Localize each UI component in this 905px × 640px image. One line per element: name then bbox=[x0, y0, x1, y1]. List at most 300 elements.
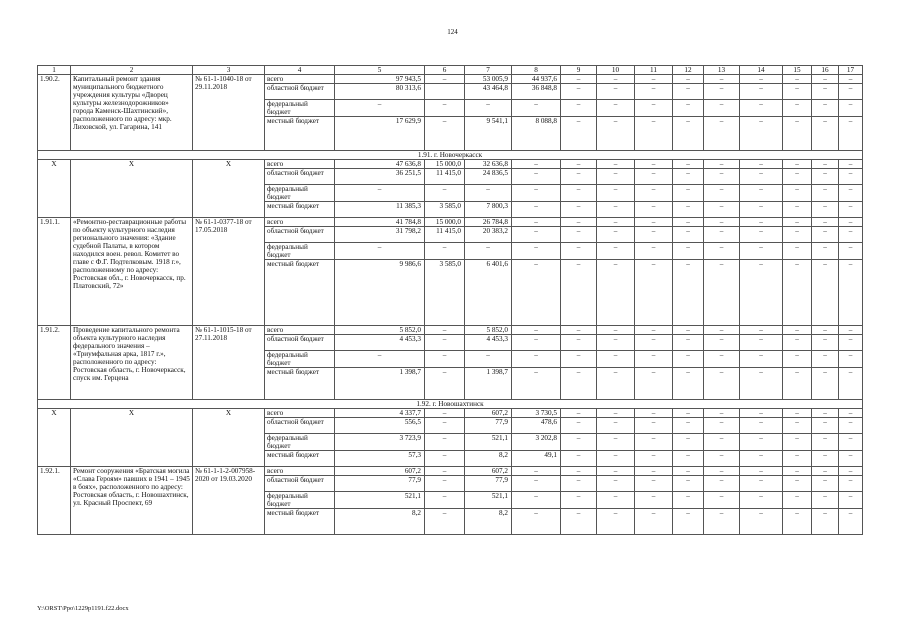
x-mark-name: Х bbox=[71, 409, 193, 467]
empty-year-cell: – bbox=[561, 202, 597, 218]
amount-cell: – bbox=[425, 434, 465, 451]
amount-cell: 9 986,6 bbox=[335, 260, 425, 326]
table-row bbox=[38, 218, 863, 227]
empty-year-cell: – bbox=[839, 335, 863, 351]
empty-year-cell: – bbox=[704, 326, 740, 335]
amount-cell: – bbox=[512, 243, 561, 260]
empty-year-cell: – bbox=[561, 160, 597, 169]
amount-cell: 80 313,6 bbox=[335, 84, 425, 100]
empty-year-cell: – bbox=[704, 492, 740, 509]
fund-source: федеральный бюджет bbox=[265, 351, 335, 368]
empty-year-cell: – bbox=[783, 326, 812, 335]
amount-cell: – bbox=[465, 243, 512, 260]
amount-cell: 24 836,5 bbox=[465, 169, 512, 185]
empty-year-cell: – bbox=[812, 260, 839, 326]
x-mark-num: Х bbox=[38, 160, 71, 218]
amount-cell: 478,6 bbox=[512, 418, 561, 434]
empty-year-cell: – bbox=[597, 451, 635, 467]
amount-cell: 77,9 bbox=[465, 418, 512, 434]
amount-cell: – bbox=[335, 185, 425, 202]
empty-year-cell: – bbox=[812, 227, 839, 243]
amount-cell: – bbox=[425, 509, 465, 535]
empty-year-cell: – bbox=[740, 409, 783, 418]
empty-year-cell: – bbox=[561, 335, 597, 351]
empty-year-cell: – bbox=[704, 185, 740, 202]
empty-year-cell: – bbox=[635, 169, 673, 185]
expertise-document: № 61-1-1040-18 от 29.11.2018 bbox=[193, 75, 265, 151]
empty-year-cell: – bbox=[704, 476, 740, 492]
empty-year-cell: – bbox=[812, 326, 839, 335]
fund-source: местный бюджет bbox=[265, 451, 335, 467]
empty-year-cell: – bbox=[783, 185, 812, 202]
empty-year-cell: – bbox=[597, 169, 635, 185]
empty-year-cell: – bbox=[597, 75, 635, 84]
empty-year-cell: – bbox=[597, 409, 635, 418]
amount-cell: – bbox=[465, 351, 512, 368]
empty-year-cell: – bbox=[740, 509, 783, 535]
empty-year-cell: – bbox=[597, 351, 635, 368]
empty-year-cell: – bbox=[704, 75, 740, 84]
empty-year-cell: – bbox=[704, 418, 740, 434]
empty-year-cell: – bbox=[561, 467, 597, 476]
empty-year-cell: – bbox=[635, 84, 673, 100]
empty-year-cell: – bbox=[839, 202, 863, 218]
amount-cell: 77,9 bbox=[335, 476, 425, 492]
column-header-3: 3 bbox=[193, 66, 265, 75]
amount-cell: – bbox=[512, 476, 561, 492]
fund-source: всего bbox=[265, 326, 335, 335]
amount-cell: – bbox=[335, 100, 425, 117]
empty-year-cell: – bbox=[812, 185, 839, 202]
empty-year-cell: – bbox=[740, 418, 783, 434]
x-mark-doc: Х bbox=[193, 409, 265, 467]
empty-year-cell: – bbox=[839, 476, 863, 492]
empty-year-cell: – bbox=[839, 100, 863, 117]
empty-year-cell: – bbox=[635, 492, 673, 509]
empty-year-cell: – bbox=[561, 326, 597, 335]
empty-year-cell: – bbox=[635, 117, 673, 151]
empty-year-cell: – bbox=[839, 243, 863, 260]
section-title: 1.92. г. Новошахтинск bbox=[38, 400, 863, 409]
item-number: 1.91.2. bbox=[38, 326, 71, 400]
amount-cell: 6 401,6 bbox=[465, 260, 512, 326]
column-header-8: 8 bbox=[512, 66, 561, 75]
empty-year-cell: – bbox=[561, 185, 597, 202]
amount-cell: – bbox=[425, 243, 465, 260]
empty-year-cell: – bbox=[561, 476, 597, 492]
empty-year-cell: – bbox=[561, 243, 597, 260]
empty-year-cell: – bbox=[740, 368, 783, 400]
amount-cell: 32 636,8 bbox=[465, 160, 512, 169]
amount-cell: 15 000,0 bbox=[425, 218, 465, 227]
table-row bbox=[38, 467, 863, 476]
empty-year-cell: – bbox=[839, 185, 863, 202]
empty-year-cell: – bbox=[740, 476, 783, 492]
column-header-12: 12 bbox=[673, 66, 704, 75]
empty-year-cell: – bbox=[635, 160, 673, 169]
amount-cell: 521,1 bbox=[335, 492, 425, 509]
empty-year-cell: – bbox=[740, 117, 783, 151]
section-row bbox=[38, 400, 863, 409]
expertise-document: № 61-1-1015-18 от 27.11.2018 bbox=[193, 326, 265, 400]
empty-year-cell: – bbox=[673, 218, 704, 227]
fund-source: федеральный бюджет bbox=[265, 492, 335, 509]
fund-source: местный бюджет bbox=[265, 202, 335, 218]
amount-cell: 1 398,7 bbox=[465, 368, 512, 400]
empty-year-cell: – bbox=[561, 84, 597, 100]
empty-year-cell: – bbox=[597, 227, 635, 243]
column-header-5: 5 bbox=[335, 66, 425, 75]
empty-year-cell: – bbox=[635, 260, 673, 326]
fund-source: областной бюджет bbox=[265, 227, 335, 243]
empty-year-cell: – bbox=[561, 451, 597, 467]
column-header-1: 1 bbox=[38, 66, 71, 75]
empty-year-cell: – bbox=[597, 84, 635, 100]
empty-year-cell: – bbox=[597, 418, 635, 434]
empty-year-cell: – bbox=[597, 100, 635, 117]
empty-year-cell: – bbox=[635, 100, 673, 117]
empty-year-cell: – bbox=[673, 476, 704, 492]
empty-year-cell: – bbox=[673, 260, 704, 326]
fund-source: всего bbox=[265, 218, 335, 227]
empty-year-cell: – bbox=[673, 326, 704, 335]
empty-year-cell: – bbox=[740, 260, 783, 326]
amount-cell: – bbox=[512, 335, 561, 351]
empty-year-cell: – bbox=[561, 418, 597, 434]
empty-year-cell: – bbox=[704, 227, 740, 243]
empty-year-cell: – bbox=[839, 368, 863, 400]
empty-year-cell: – bbox=[704, 451, 740, 467]
amount-cell: 607,2 bbox=[465, 409, 512, 418]
empty-year-cell: – bbox=[783, 169, 812, 185]
fund-source: всего bbox=[265, 160, 335, 169]
empty-year-cell: – bbox=[597, 160, 635, 169]
empty-year-cell: – bbox=[704, 409, 740, 418]
object-name: Проведение капитального ремонта объекта культурного наследия федерального значения – «Триумфальная арка, 1817 г.», расположенного по адресу: Ростовская область, г. Новочеркасск, спуск им. Герцена bbox=[71, 326, 193, 400]
empty-year-cell: – bbox=[673, 75, 704, 84]
amount-cell: – bbox=[512, 202, 561, 218]
empty-year-cell: – bbox=[673, 169, 704, 185]
empty-year-cell: – bbox=[783, 492, 812, 509]
empty-year-cell: – bbox=[673, 351, 704, 368]
amount-cell: – bbox=[425, 368, 465, 400]
empty-year-cell: – bbox=[783, 335, 812, 351]
amount-cell: 3 723,9 bbox=[335, 434, 425, 451]
column-header-10: 10 bbox=[597, 66, 635, 75]
item-number: 1.90.2. bbox=[38, 75, 71, 151]
amount-cell: 26 784,8 bbox=[465, 218, 512, 227]
empty-year-cell: – bbox=[561, 75, 597, 84]
amount-cell: 47 636,8 bbox=[335, 160, 425, 169]
empty-year-cell: – bbox=[812, 476, 839, 492]
empty-year-cell: – bbox=[783, 467, 812, 476]
empty-year-cell: – bbox=[812, 335, 839, 351]
amount-cell: 53 005,9 bbox=[465, 75, 512, 84]
empty-year-cell: – bbox=[635, 243, 673, 260]
empty-year-cell: – bbox=[839, 218, 863, 227]
fund-source: областной бюджет bbox=[265, 169, 335, 185]
amount-cell: 11 415,0 bbox=[425, 169, 465, 185]
empty-year-cell: – bbox=[740, 100, 783, 117]
column-header-7: 7 bbox=[465, 66, 512, 75]
column-header-6: 6 bbox=[425, 66, 465, 75]
empty-year-cell: – bbox=[597, 467, 635, 476]
amount-cell: 36 251,5 bbox=[335, 169, 425, 185]
amount-cell: 20 383,2 bbox=[465, 227, 512, 243]
empty-year-cell: – bbox=[783, 509, 812, 535]
amount-cell: 3 730,5 bbox=[512, 409, 561, 418]
empty-year-cell: – bbox=[839, 351, 863, 368]
empty-year-cell: – bbox=[812, 418, 839, 434]
empty-year-cell: – bbox=[561, 260, 597, 326]
empty-year-cell: – bbox=[783, 409, 812, 418]
empty-year-cell: – bbox=[597, 368, 635, 400]
empty-year-cell: – bbox=[704, 100, 740, 117]
empty-year-cell: – bbox=[783, 218, 812, 227]
empty-year-cell: – bbox=[812, 75, 839, 84]
empty-year-cell: – bbox=[783, 227, 812, 243]
empty-year-cell: – bbox=[812, 467, 839, 476]
empty-year-cell: – bbox=[635, 451, 673, 467]
empty-year-cell: – bbox=[812, 100, 839, 117]
empty-year-cell: – bbox=[704, 160, 740, 169]
empty-year-cell: – bbox=[635, 418, 673, 434]
empty-year-cell: – bbox=[635, 351, 673, 368]
empty-year-cell: – bbox=[704, 117, 740, 151]
amount-cell: – bbox=[512, 100, 561, 117]
empty-year-cell: – bbox=[635, 75, 673, 84]
empty-year-cell: – bbox=[561, 100, 597, 117]
column-header-13: 13 bbox=[704, 66, 740, 75]
empty-year-cell: – bbox=[704, 368, 740, 400]
empty-year-cell: – bbox=[561, 117, 597, 151]
empty-year-cell: – bbox=[740, 84, 783, 100]
amount-cell: 521,1 bbox=[465, 434, 512, 451]
empty-year-cell: – bbox=[635, 409, 673, 418]
amount-cell: – bbox=[425, 326, 465, 335]
empty-year-cell: – bbox=[597, 202, 635, 218]
empty-year-cell: – bbox=[597, 218, 635, 227]
empty-year-cell: – bbox=[839, 434, 863, 451]
table-row bbox=[38, 160, 863, 169]
x-mark-name: Х bbox=[71, 160, 193, 218]
empty-year-cell: – bbox=[673, 509, 704, 535]
empty-year-cell: – bbox=[740, 169, 783, 185]
empty-year-cell: – bbox=[597, 243, 635, 260]
empty-year-cell: – bbox=[783, 418, 812, 434]
amount-cell: – bbox=[512, 260, 561, 326]
empty-year-cell: – bbox=[597, 185, 635, 202]
empty-year-cell: – bbox=[561, 509, 597, 535]
empty-year-cell: – bbox=[704, 243, 740, 260]
empty-year-cell: – bbox=[812, 169, 839, 185]
empty-year-cell: – bbox=[839, 160, 863, 169]
amount-cell: 8 088,8 bbox=[512, 117, 561, 151]
empty-year-cell: – bbox=[783, 160, 812, 169]
empty-year-cell: – bbox=[839, 169, 863, 185]
amount-cell: 41 784,8 bbox=[335, 218, 425, 227]
fund-source: всего bbox=[265, 409, 335, 418]
empty-year-cell: – bbox=[812, 160, 839, 169]
amount-cell: – bbox=[512, 169, 561, 185]
amount-cell: – bbox=[512, 492, 561, 509]
amount-cell: 607,2 bbox=[465, 467, 512, 476]
empty-year-cell: – bbox=[635, 202, 673, 218]
header-row bbox=[38, 66, 863, 75]
empty-year-cell: – bbox=[740, 227, 783, 243]
column-header-4: 4 bbox=[265, 66, 335, 75]
empty-year-cell: – bbox=[597, 326, 635, 335]
empty-year-cell: – bbox=[839, 227, 863, 243]
empty-year-cell: – bbox=[561, 351, 597, 368]
amount-cell: – bbox=[512, 351, 561, 368]
empty-year-cell: – bbox=[783, 260, 812, 326]
empty-year-cell: – bbox=[740, 75, 783, 84]
empty-year-cell: – bbox=[704, 260, 740, 326]
empty-year-cell: – bbox=[673, 202, 704, 218]
item-number: 1.91.1. bbox=[38, 218, 71, 326]
empty-year-cell: – bbox=[635, 434, 673, 451]
x-mark-doc: Х bbox=[193, 160, 265, 218]
table-row bbox=[38, 326, 863, 335]
empty-year-cell: – bbox=[561, 227, 597, 243]
empty-year-cell: – bbox=[673, 335, 704, 351]
amount-cell: 9 541,1 bbox=[465, 117, 512, 151]
amount-cell: 8,2 bbox=[465, 509, 512, 535]
column-header-15: 15 bbox=[783, 66, 812, 75]
empty-year-cell: – bbox=[635, 509, 673, 535]
amount-cell: 1 398,7 bbox=[335, 368, 425, 400]
empty-year-cell: – bbox=[704, 335, 740, 351]
empty-year-cell: – bbox=[839, 509, 863, 535]
amount-cell: – bbox=[425, 409, 465, 418]
amount-cell: – bbox=[465, 185, 512, 202]
empty-year-cell: – bbox=[783, 117, 812, 151]
amount-cell: 8,2 bbox=[335, 509, 425, 535]
empty-year-cell: – bbox=[783, 84, 812, 100]
column-header-17: 17 bbox=[839, 66, 863, 75]
empty-year-cell: – bbox=[597, 335, 635, 351]
expertise-document: № 61-1-0377-18 от 17.05.2018 bbox=[193, 218, 265, 326]
empty-year-cell: – bbox=[673, 368, 704, 400]
empty-year-cell: – bbox=[635, 185, 673, 202]
empty-year-cell: – bbox=[740, 185, 783, 202]
fund-source: областной бюджет bbox=[265, 476, 335, 492]
empty-year-cell: – bbox=[783, 476, 812, 492]
empty-year-cell: – bbox=[561, 169, 597, 185]
amount-cell: 57,3 bbox=[335, 451, 425, 467]
empty-year-cell: – bbox=[740, 467, 783, 476]
amount-cell: – bbox=[425, 451, 465, 467]
empty-year-cell: – bbox=[839, 409, 863, 418]
empty-year-cell: – bbox=[812, 117, 839, 151]
empty-year-cell: – bbox=[783, 202, 812, 218]
amount-cell: – bbox=[425, 335, 465, 351]
amount-cell: – bbox=[512, 218, 561, 227]
amount-cell: – bbox=[512, 227, 561, 243]
empty-year-cell: – bbox=[635, 227, 673, 243]
empty-year-cell: – bbox=[635, 467, 673, 476]
amount-cell: 11 385,3 bbox=[335, 202, 425, 218]
empty-year-cell: – bbox=[740, 202, 783, 218]
fund-source: федеральный бюджет bbox=[265, 185, 335, 202]
fund-source: федеральный бюджет bbox=[265, 243, 335, 260]
column-header-14: 14 bbox=[740, 66, 783, 75]
empty-year-cell: – bbox=[673, 451, 704, 467]
empty-year-cell: – bbox=[635, 368, 673, 400]
empty-year-cell: – bbox=[673, 418, 704, 434]
file-path-footer: Y:\ORST\Ppo\1229p1191.f22.docx bbox=[37, 605, 129, 612]
empty-year-cell: – bbox=[673, 492, 704, 509]
empty-year-cell: – bbox=[783, 243, 812, 260]
amount-cell: 31 798,2 bbox=[335, 227, 425, 243]
amount-cell: 7 800,3 bbox=[465, 202, 512, 218]
amount-cell: 607,2 bbox=[335, 467, 425, 476]
empty-year-cell: – bbox=[597, 476, 635, 492]
amount-cell: 15 000,0 bbox=[425, 160, 465, 169]
empty-year-cell: – bbox=[839, 84, 863, 100]
amount-cell: – bbox=[425, 100, 465, 117]
empty-year-cell: – bbox=[812, 218, 839, 227]
empty-year-cell: – bbox=[812, 434, 839, 451]
fund-source: местный бюджет bbox=[265, 509, 335, 535]
empty-year-cell: – bbox=[740, 335, 783, 351]
empty-year-cell: – bbox=[839, 117, 863, 151]
amount-cell: – bbox=[335, 351, 425, 368]
amount-cell: 49,1 bbox=[512, 451, 561, 467]
empty-year-cell: – bbox=[597, 509, 635, 535]
empty-year-cell: – bbox=[635, 335, 673, 351]
empty-year-cell: – bbox=[783, 75, 812, 84]
empty-year-cell: – bbox=[635, 476, 673, 492]
empty-year-cell: – bbox=[673, 227, 704, 243]
amount-cell: – bbox=[512, 467, 561, 476]
object-name: Капитальный ремонт здания муниципального бюджетного учреждения культуры «Дворец культуры железнодорожников» города Каменск-Шахтинский», расположенного по адресу: мкр. Лиховской, ул. Гагарина, 141 bbox=[71, 75, 193, 151]
page-number: 124 bbox=[447, 28, 458, 36]
amount-cell: 11 415,0 bbox=[425, 227, 465, 243]
empty-year-cell: – bbox=[812, 409, 839, 418]
table-row bbox=[38, 75, 863, 84]
empty-year-cell: – bbox=[673, 117, 704, 151]
amount-cell: 4 453,3 bbox=[335, 335, 425, 351]
empty-year-cell: – bbox=[597, 434, 635, 451]
amount-cell: 97 943,5 bbox=[335, 75, 425, 84]
empty-year-cell: – bbox=[673, 100, 704, 117]
empty-year-cell: – bbox=[704, 351, 740, 368]
amount-cell: 4 453,3 bbox=[465, 335, 512, 351]
empty-year-cell: – bbox=[673, 160, 704, 169]
fund-source: областной бюджет bbox=[265, 418, 335, 434]
empty-year-cell: – bbox=[740, 351, 783, 368]
fund-source: федеральный бюджет bbox=[265, 100, 335, 117]
empty-year-cell: – bbox=[839, 326, 863, 335]
column-header-16: 16 bbox=[812, 66, 839, 75]
empty-year-cell: – bbox=[812, 492, 839, 509]
empty-year-cell: – bbox=[597, 117, 635, 151]
empty-year-cell: – bbox=[673, 185, 704, 202]
amount-cell: 3 585,0 bbox=[425, 260, 465, 326]
amount-cell: – bbox=[465, 100, 512, 117]
empty-year-cell: – bbox=[740, 326, 783, 335]
empty-year-cell: – bbox=[673, 409, 704, 418]
empty-year-cell: – bbox=[673, 434, 704, 451]
amount-cell: – bbox=[425, 476, 465, 492]
empty-year-cell: – bbox=[839, 418, 863, 434]
empty-year-cell: – bbox=[704, 434, 740, 451]
table-row bbox=[38, 409, 863, 418]
empty-year-cell: – bbox=[704, 202, 740, 218]
amount-cell: – bbox=[512, 185, 561, 202]
